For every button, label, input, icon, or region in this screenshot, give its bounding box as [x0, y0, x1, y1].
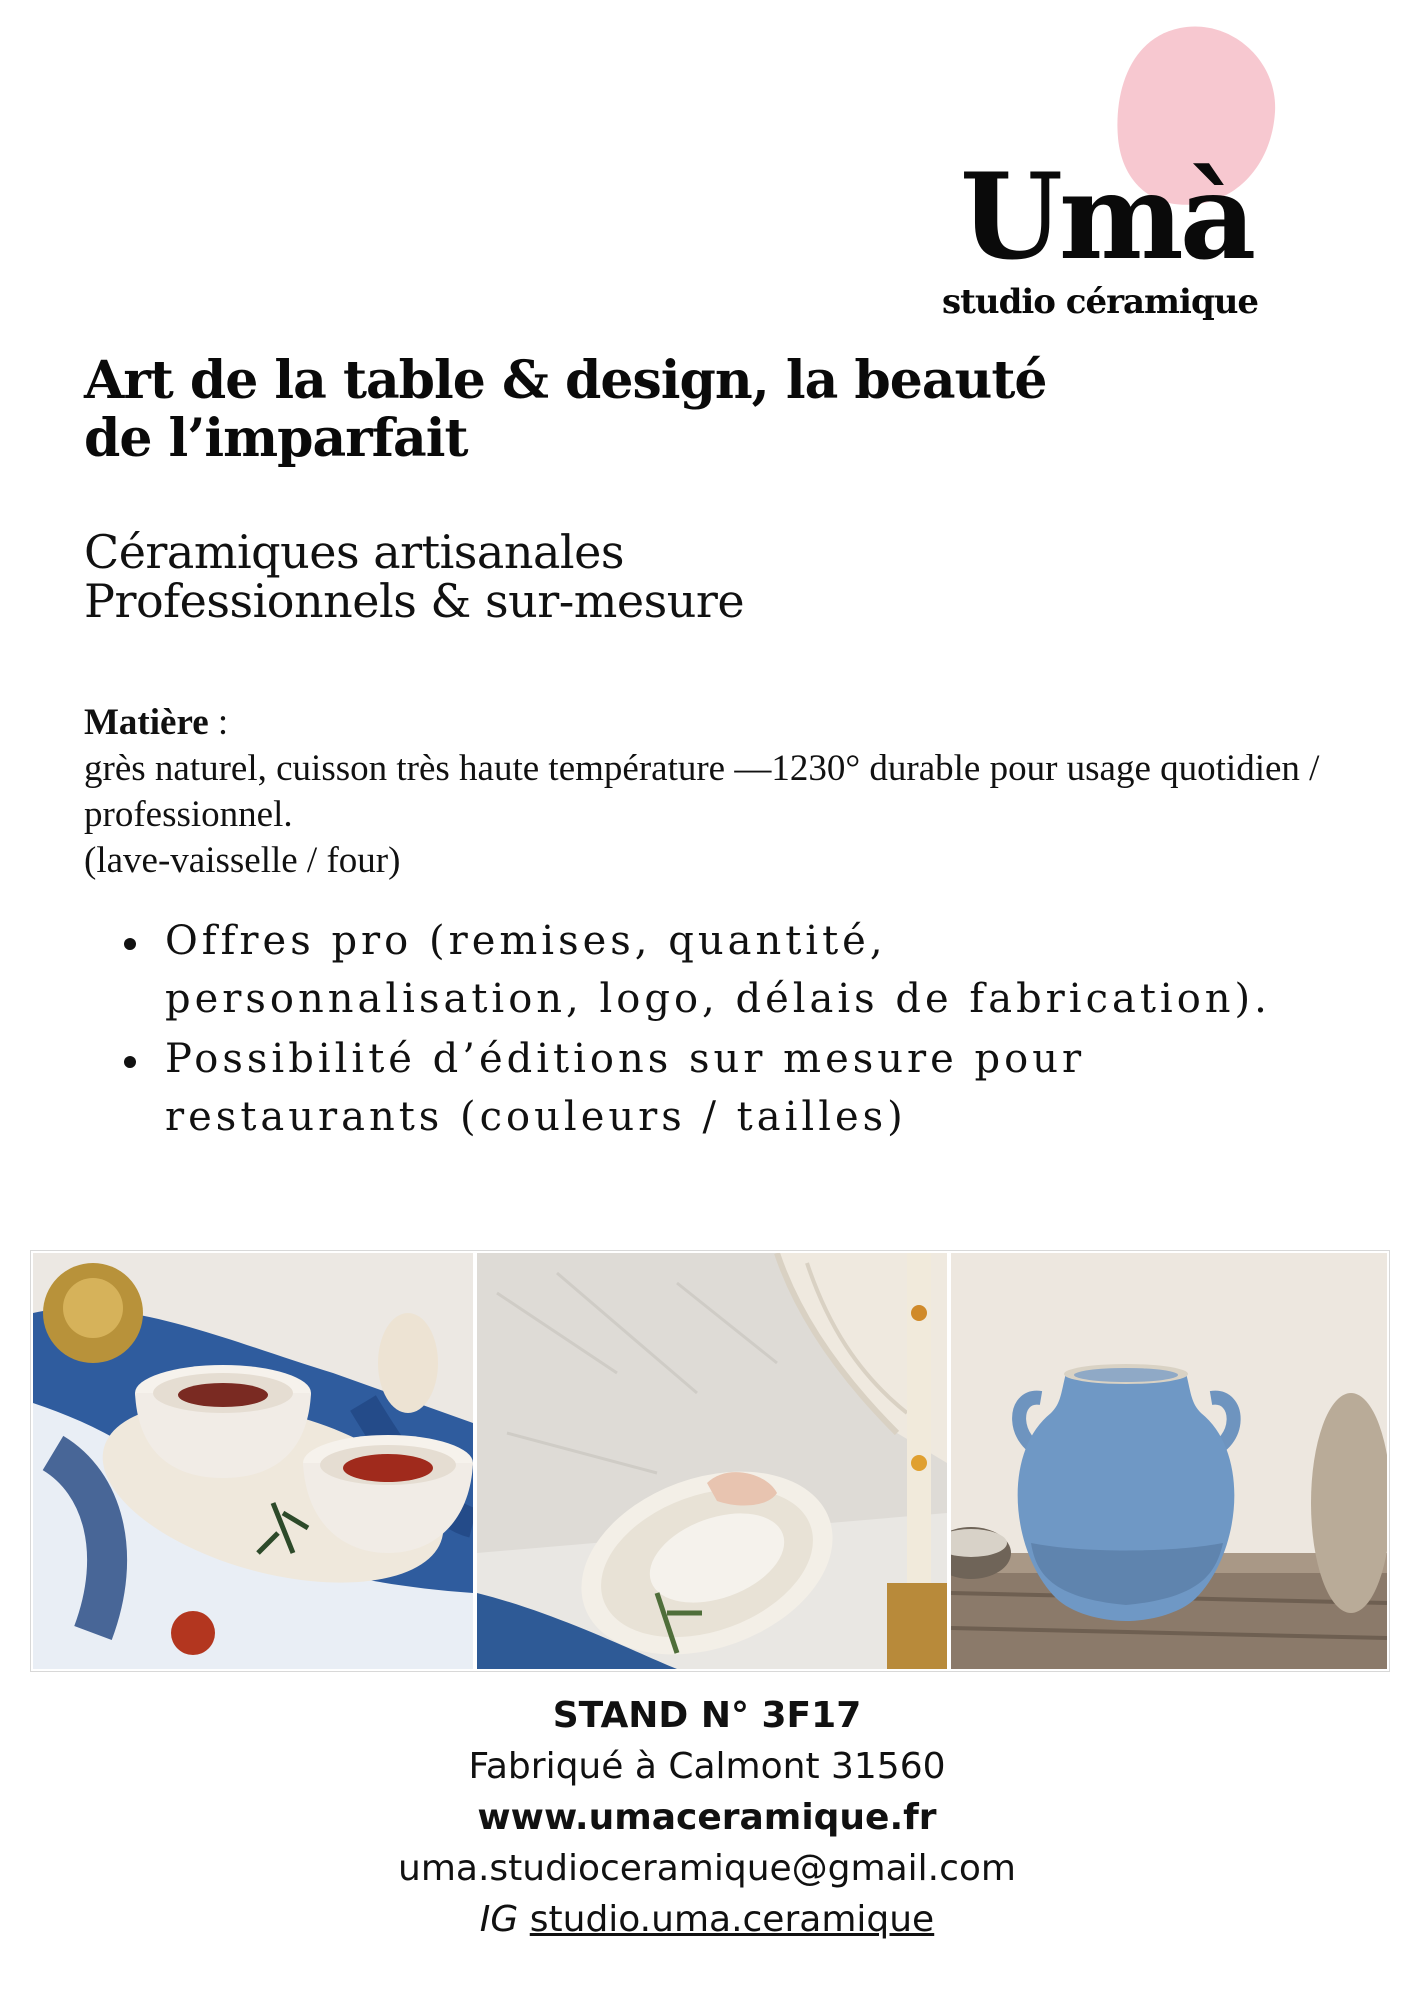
- brand-subtitle: studio céramique: [942, 282, 1259, 322]
- material-description: grès naturel, cuisson très haute température —1230° durable pour usage quotidien / professionnel.: [84, 748, 1320, 835]
- brand-name: Umà: [960, 147, 1253, 286]
- offer-list: [120, 912, 1320, 1148]
- photo-vase-image: [951, 1253, 1387, 1669]
- subline-pro: Professionnels & sur-mesure: [84, 574, 745, 628]
- material-heading: [84, 700, 1344, 746]
- subline-crafts: Céramiques artisanales: [84, 525, 624, 579]
- photo-vase: [951, 1253, 1387, 1669]
- footer-contact: [0, 1690, 1414, 1945]
- brand-logo: [930, 20, 1290, 320]
- bullet-icon: [124, 938, 136, 950]
- website-link[interactable]: www.umaceramique.fr: [477, 1797, 937, 1838]
- photo-plate-image: [477, 1253, 947, 1669]
- material-section: [84, 700, 1344, 884]
- instagram-label: IG: [479, 1899, 519, 1940]
- headline: Art de la table & design, la beauté de l’imparfait: [84, 350, 1047, 469]
- photo-plate: [477, 1253, 947, 1669]
- material-label-suffix: :: [208, 702, 229, 743]
- instagram-handle-link[interactable]: studio.uma.ceramique: [529, 1899, 935, 1940]
- email-link[interactable]: uma.studioceramique@gmail.com: [398, 1848, 1016, 1889]
- photo-bowls-image: [33, 1253, 473, 1669]
- material-usage: (lave-vaisselle / four): [84, 840, 401, 881]
- list-item-text: Offres pro (remises, quantité, personnalisation, logo, délais de fabrication).: [165, 918, 1271, 1022]
- material-label: Matière: [84, 702, 209, 743]
- list-item: [120, 912, 1320, 1028]
- photo-strip: [30, 1250, 1390, 1672]
- stand-number: STAND N° 3F17: [552, 1695, 862, 1736]
- instagram-line: [0, 1894, 1414, 1945]
- list-item-text: Possibilité d’éditions sur mesure pour restaurants (couleurs / tailles): [165, 1036, 1086, 1140]
- list-item: [120, 1030, 1320, 1146]
- made-in-location: Fabriqué à Calmont 31560: [468, 1746, 946, 1787]
- bullet-icon: [124, 1056, 136, 1068]
- photo-bowls: [33, 1253, 473, 1669]
